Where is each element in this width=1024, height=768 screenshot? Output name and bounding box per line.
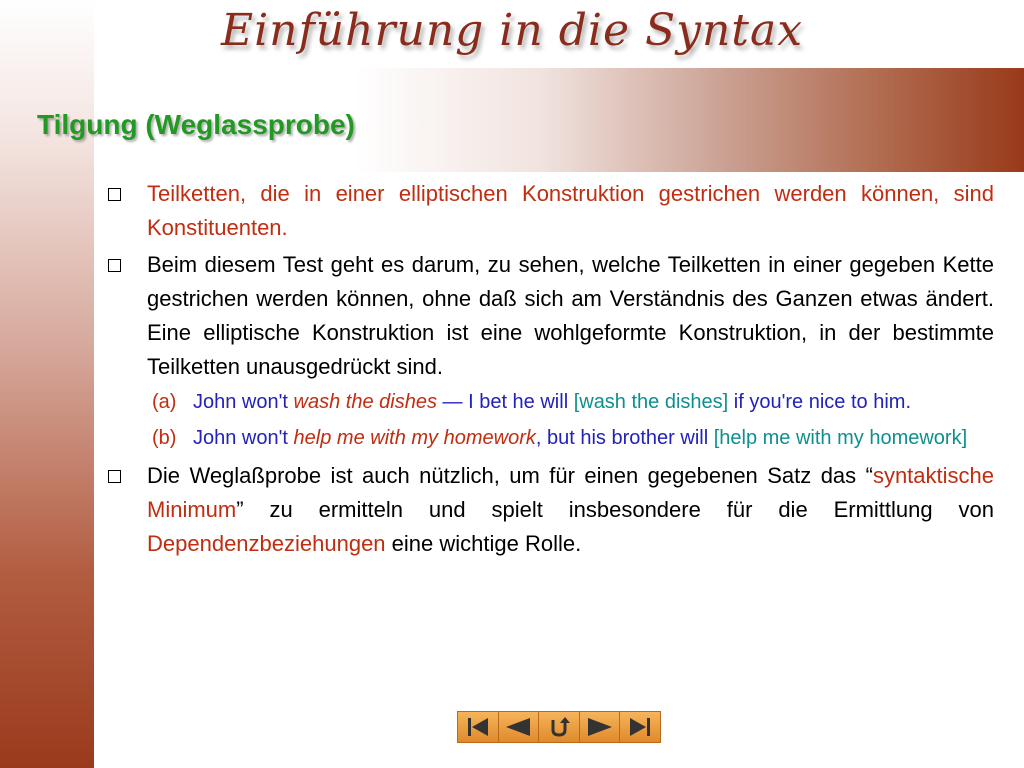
slide-navigation-bar xyxy=(457,711,661,743)
example-a-text xyxy=(193,391,911,413)
example-a xyxy=(106,387,994,417)
last-slide-icon xyxy=(627,716,653,738)
checkbox-bullet-icon xyxy=(108,470,121,483)
example-b-part3: , but his brother will xyxy=(535,427,714,449)
example-b-label: (b) xyxy=(152,427,177,449)
previous-slide-button[interactable] xyxy=(499,712,540,742)
bullet-text-1: Teilketten, die in einer elliptischen Konstruktion gestrichen werden können, sind Konstituenten. xyxy=(147,181,994,240)
bullet-text-3 xyxy=(147,463,994,556)
example-a-part1: John won't xyxy=(193,391,294,413)
example-a-elided-phrase: wash the dishes xyxy=(293,391,437,413)
slide-title: Einführung in die Syntax xyxy=(220,5,804,56)
example-a-part5: if you're nice to him. xyxy=(728,391,912,413)
next-slide-button[interactable] xyxy=(580,712,621,742)
previous-slide-icon xyxy=(503,716,533,738)
bullet-item-1 xyxy=(106,177,994,245)
bullet-3-mid: ” zu ermitteln und spielt insbesondere für die Ermittlung von xyxy=(236,497,994,522)
term-syntaktische-minimum: syntaktische Minimum xyxy=(147,463,994,522)
return-icon xyxy=(546,716,572,738)
example-b-elided-phrase: help me with my homework xyxy=(293,427,536,449)
checkbox-bullet-icon xyxy=(108,188,121,201)
bullet-3-post: eine wichtige Rolle. xyxy=(385,531,582,556)
bullet-item-3 xyxy=(106,459,994,561)
example-b-text xyxy=(193,427,967,449)
first-slide-icon xyxy=(465,716,491,738)
example-a-bracketed-phrase: [wash the dishes] xyxy=(573,391,729,413)
bullet-item-2 xyxy=(106,248,994,384)
bullet-3-pre: Die Weglaßprobe ist auch nützlich, um für einen gegebenen Satz das “ xyxy=(147,463,873,488)
first-slide-button[interactable] xyxy=(458,712,499,742)
term-dependenzbeziehungen: Dependenzbeziehungen xyxy=(147,531,386,556)
example-b-bracketed-phrase: [help me with my homework] xyxy=(713,427,968,449)
last-slide-button[interactable] xyxy=(620,712,660,742)
checkbox-bullet-icon xyxy=(108,259,121,272)
example-a-part3: — I bet he will xyxy=(436,391,574,413)
next-slide-icon xyxy=(585,716,615,738)
example-b xyxy=(106,423,994,453)
bullet-text-2: Beim diesem Test geht es darum, zu sehen, welche Teilketten in einer gegeben Kette gestrichen werden können, ohne daß sich am Verständnis des Ganzen etwas ändert. Eine elliptische Konstruktion ist eine wohlgeformte Konstruktion, in der bestimmte Teilketten unausgedrückt sind. xyxy=(147,252,994,379)
slide-content xyxy=(106,177,994,564)
example-a-label: (a) xyxy=(152,391,177,413)
example-b-part1: John won't xyxy=(193,427,294,449)
return-button[interactable] xyxy=(539,712,580,742)
section-heading: Tilgung (Weglassprobe) xyxy=(37,109,355,140)
